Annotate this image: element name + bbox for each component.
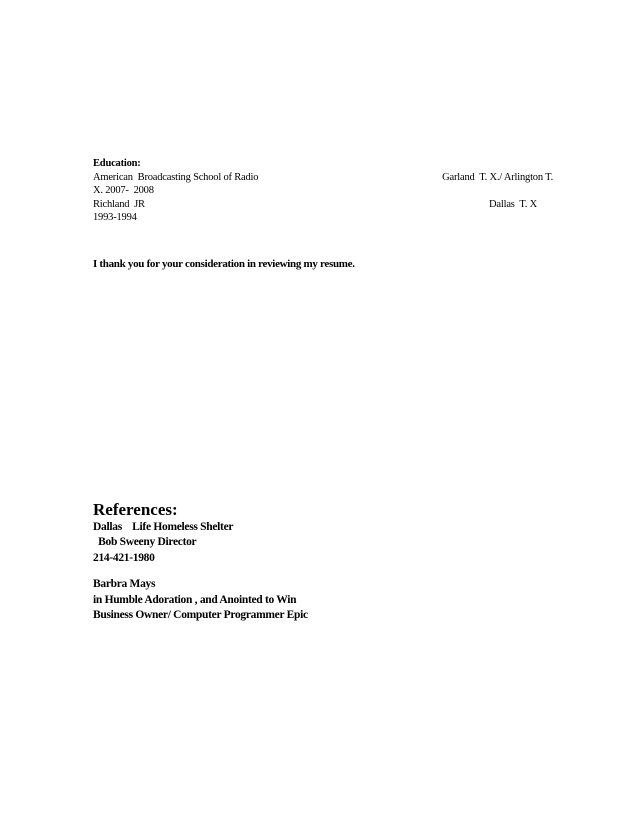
education-school-location: Dallas T. X bbox=[489, 198, 537, 210]
signature-name: Barbra Mays bbox=[93, 578, 156, 591]
education-row bbox=[93, 198, 553, 212]
education-school-years: X. 2007- 2008 bbox=[93, 185, 154, 197]
signature-title: Business Owner/ Computer Programmer Epic bbox=[93, 609, 308, 622]
education-row bbox=[93, 211, 553, 225]
references-section bbox=[93, 500, 553, 623]
references-heading: References: bbox=[93, 500, 178, 519]
reference-organization: Dallas Life Homeless Shelter bbox=[93, 521, 234, 533]
signature-tagline: in Humble Adoration , and Anointed to Win bbox=[93, 593, 297, 606]
education-row bbox=[93, 184, 553, 198]
education-section bbox=[93, 157, 553, 225]
closing-statement: I thank you for your consideration in reviewing my resume. bbox=[93, 258, 355, 270]
education-school-location: Garland T. X./ Arlington T. bbox=[442, 171, 553, 183]
reference-contact: Bob Sweeny Director bbox=[93, 536, 197, 549]
reference-phone: 214-421-1980 bbox=[93, 551, 155, 564]
education-heading: Education: bbox=[93, 158, 141, 169]
education-row bbox=[93, 171, 553, 185]
education-school-name: Richland JR bbox=[93, 198, 145, 210]
reference-spacer bbox=[93, 566, 553, 577]
education-school-name: American Broadcasting School of Radio bbox=[93, 171, 259, 183]
education-school-years: 1993-1994 bbox=[93, 212, 137, 224]
